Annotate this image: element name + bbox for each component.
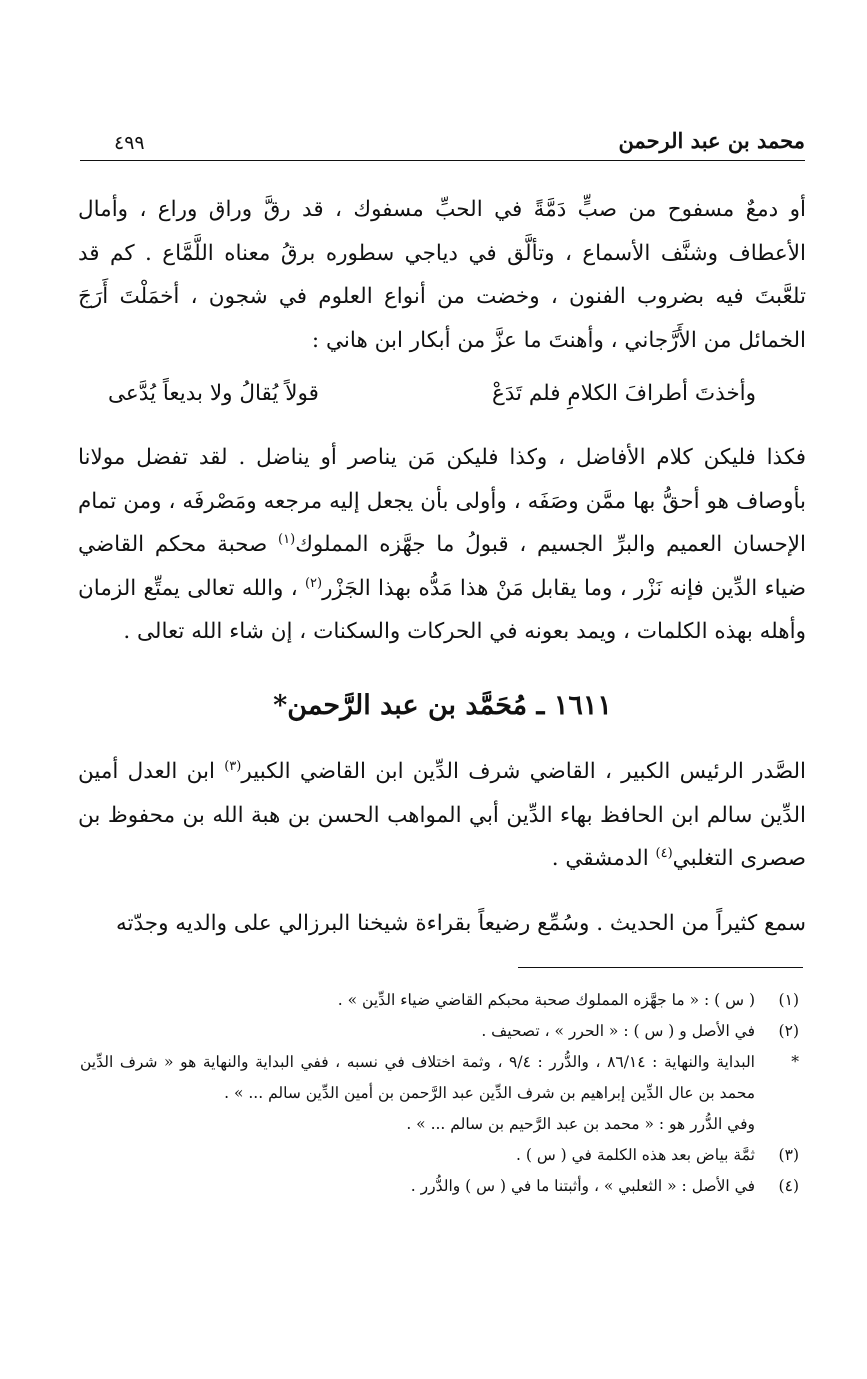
footnote-ref-3: (٣) [224, 758, 242, 774]
paragraph-3-text: الدمشقي . [551, 846, 656, 871]
footnotes [80, 985, 805, 1202]
footnote-text: في الأصل و ( س ) : « الحرر » ، تصحيف . [481, 1022, 755, 1040]
footnote-mark: (٤) [778, 1177, 799, 1195]
footnote-ref-4: (٤) [655, 845, 673, 861]
footnote-text: البداية والنهاية : ٨٦/١٤ ، والدُّرر : ٩/٤ ، وثمة اختلاف في نسبه ، ففي البداية والنهاية هو « شرف الدِّين محمد بن عال الدِّين إبراهيم بن شرف الدِّين عبد الرَّحمن بن أمين الدِّين سالم ... » . [80, 1053, 755, 1102]
page-number: ٤٩٩ [114, 132, 145, 154]
footnote-separator [518, 967, 803, 968]
entry-heading: ١٦١١ ـ مُحَمَّد بن عبد الرَّحمن* [273, 690, 612, 721]
paragraph-3-text: الصَّدر الرئيس الكبير ، القاضي شرف الدِّين ابن القاضي الكبير [241, 759, 806, 784]
footnote-text: ( س ) : « ما جهَّزه المملوك صحبة محبكم القاضي ضياء الدِّين » . [337, 991, 755, 1009]
footnote-2 [80, 1016, 805, 1047]
poetry-verse [100, 381, 780, 421]
page-header [80, 128, 805, 164]
footnote-ref-2: (٢) [304, 575, 323, 591]
footnote-mark: * [791, 1053, 799, 1071]
footnote-text-continued: وفي الدُّرر هو : « محمد بن عبد الرَّحيم بن سالم ... » . [406, 1115, 755, 1133]
paragraph-2 [78, 436, 806, 654]
footnote-mark: (٣) [778, 1146, 799, 1164]
paragraph-2-text: فكذا فليكن كلام الأفاضل ، وكذا فليكن مَن يناصر أو يناضل . لقد تفضل مولانا بأوصاف هو أحقُّ بها ممَّن وصَفَه ، وأولى بأن يجعل إليه مرجعه ومَصْرفَه ، ومن تمام الإحسان العميم والبرِّ الجسيم ، قبولُ ما جهَّزه المملوك [78, 445, 806, 557]
footnote-ref-1: (١) [278, 531, 296, 547]
footnote-mark: (٢) [778, 1022, 799, 1040]
footnote-text: في الأصل : « الثعلبي » ، وأثبتنا ما في ( س ) والدُّرر . [410, 1177, 755, 1195]
footnote-text: ثمَّة بياض بعد هذه الكلمة في ( س ) . [515, 1146, 755, 1164]
paragraph-1: أو دمعٌ مسفوح من صبٍّ دَمَّةً في الحبِّ مسفوك ، قد رقَّ وراق وراع ، وأمال الأعطاف وشنَّف الأسماع ، وتألَّق في دياجي سطوره برقُ معناه اللَّمَّاع . كم قد تلعَّبتَ فيه بضروب الفنون ، وخضت من أنواع العلوم في شجون ، أخمَلْتَ أَرَجَ الخمائل من الأَرَّجاني ، وأهنتَ ما عزَّ من أبكار ابن هاني : [78, 197, 806, 353]
footnote-source [80, 1047, 805, 1140]
paragraph-3 [78, 750, 806, 881]
footnote-4 [80, 1171, 805, 1202]
footnote-1 [80, 985, 805, 1016]
verse-second-hemistich: قولاً يُقالُ ولا بديعاً يُدَّعى [108, 381, 319, 406]
footnote-mark: (١) [778, 991, 799, 1009]
paragraph-2-text: ، والله تعالى يمتِّع الزمان وأهله بهذه الكلمات ، ويمد بعونه في الحركات والسكنات ، إن شاء الله تعالى . [78, 575, 806, 644]
paragraph-3-text: ابن العدل أمين الدِّين سالم ابن الحافظ بهاء الدِّين أبي المواهب الحسن بن هبة الله بن محفوظ بن صصرى التغلبي [78, 759, 806, 871]
footnote-3 [80, 1140, 805, 1171]
verse-first-hemistich: وأخذتَ أطرافَ الكلامِ فلم تَدَعْ [491, 381, 756, 406]
paragraph-4: سمع كثيراً من الحديث . وسُمِّع رضيعاً بقراءة شيخنا البرزالي على والديه وجدّته [116, 911, 806, 936]
paragraph-2-text: صحبة محكم القاضي ضياء الدِّين فإنه نَزْر ، وما يقابل مَنْ هذا مَدُّه بهذا الجَزْر [78, 532, 806, 601]
running-title: محمد بن عبد الرحمن [618, 128, 805, 153]
header-rule [80, 160, 805, 161]
